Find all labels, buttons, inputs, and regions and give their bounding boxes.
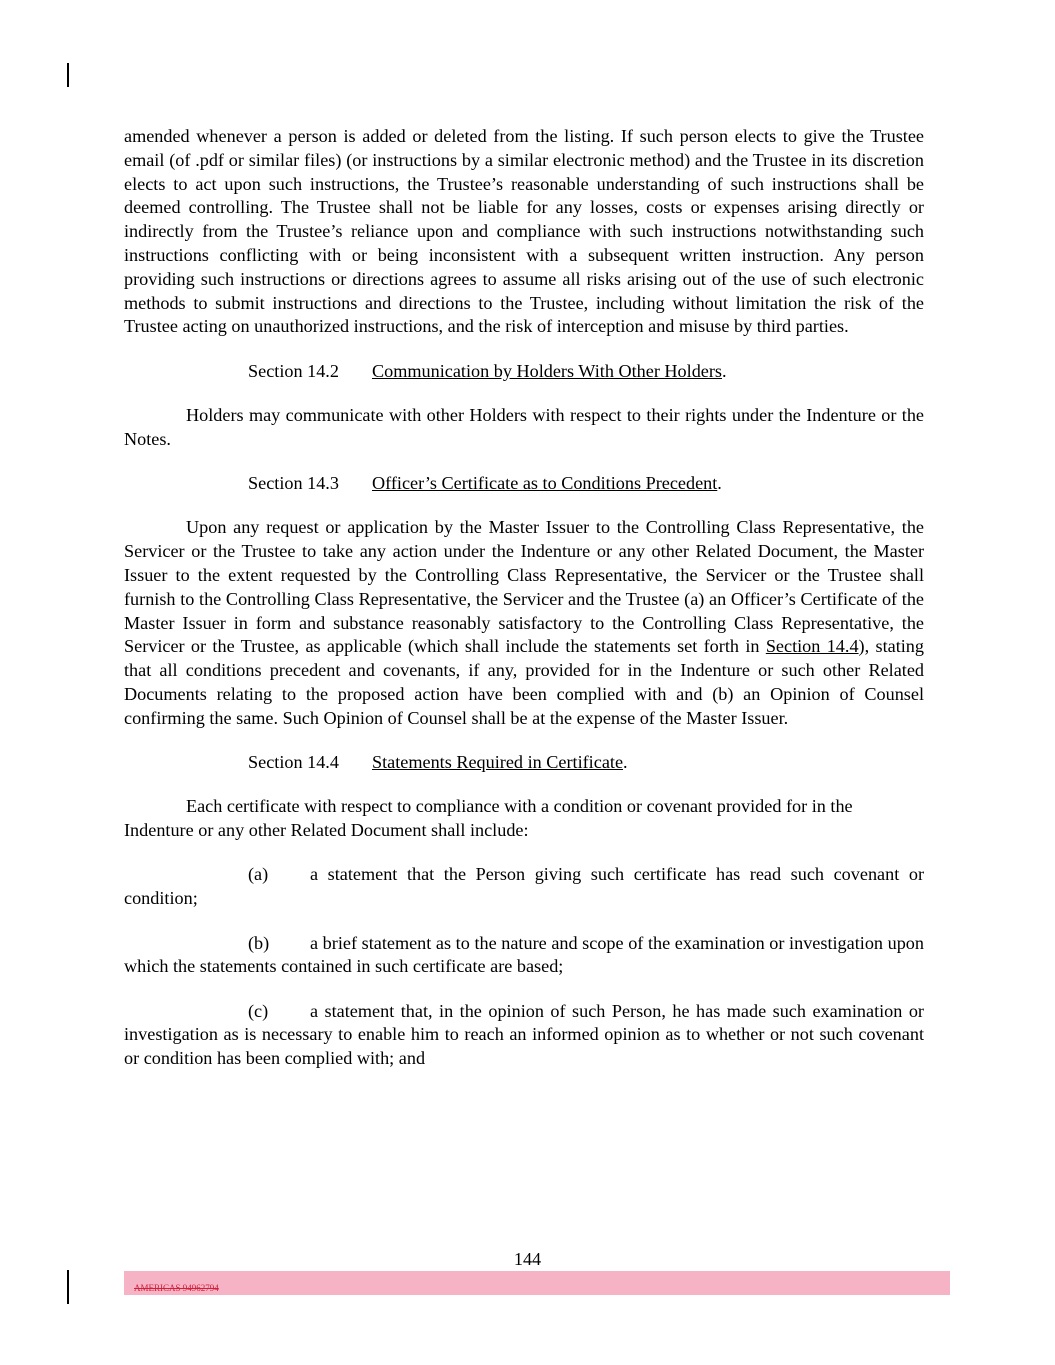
paragraph-continuation: amended whenever a person is added or deleted from the listing. If such person elects to give the Trustee email (of .pdf or similar files) (or instructions by a similar electronic method) and the Trustee in its discretion elects to act upon such instructions, the Trustee’s reasonable understanding of such instructions shall be deemed controlling. The Trustee shall not be liable for any losses, costs or expenses arising directly or indirectly from the Trustee’s reliance upon and compliance with such instructions notwithstanding such instructions conflicting with or being inconsistent with a subsequent written instruction. Any person providing such instructions or directions agrees to assume all risks arising out of the use of such electronic methods to submit instructions and directions to the Trustee, including without limitation the risk of the Trustee acting on unauthorized instructions, and the risk of interception and misuse by third parties.	[124, 126, 924, 337]
section-title: Officer’s Certificate as to Conditions Precedent	[372, 473, 718, 494]
list-item-text: a brief statement as to the nature and scope of the examination or investigation upon which the statements contained in such certificate are based;	[124, 932, 924, 977]
section-14-4-intro: Each certificate with respect to compliance with a condition or covenant provided for in the Indenture or any other Related Document shall include:	[124, 796, 853, 841]
section-14-2-heading: Section 14.2 Communication by Holders With Other Holders.	[124, 360, 924, 384]
section-number: Section 14.3	[248, 473, 339, 494]
document-body	[124, 125, 924, 1092]
list-item	[124, 932, 924, 980]
footer-bar	[124, 1271, 950, 1295]
list-item	[124, 1000, 924, 1071]
section-14-3-body: Upon any request or application by the Master Issuer to the Controlling Class Representative, the Servicer or the Trustee to take any action under the Indenture or any other Related Document, the Master Issuer to the extent requested by the Controlling Class Representative, the Servicer or the Trustee shall furnish to the Controlling Class Representative, the Servicer and the Trustee (a) an Officer’s Certificate of the Master Issuer in form and substance reasonably satisfactory to the Controlling Class Representative, the Servicer or the Trustee, as applicable (which shall include the statements set forth in Section 14.4), stating that all conditions precedent and covenants, if any, provided for in the Indenture or such other Related Documents relating to the proposed action have been complied with and (b) an Opinion of Counsel confirming the same. Such Opinion of Counsel shall be at the expense of the Master Issuer.	[124, 517, 924, 728]
section-number: Section 14.4	[248, 752, 339, 773]
section-14-2-body: Holders may communicate with other Holders with respect to their rights under the Indenture or the Notes.	[124, 404, 924, 449]
list-item-text: a statement that, in the opinion of such Person, he has made such examination or investigation as is necessary to enable him to reach an informed opinion as to whether or not such covenant or condition has been complied with; and	[124, 1000, 924, 1069]
list-item-label: (c)	[248, 1000, 269, 1021]
footer-document-code: AMERICAS 94962794	[134, 1283, 219, 1293]
section-number: Section 14.2	[248, 360, 339, 381]
section-title: Statements Required in Certificate	[372, 752, 624, 773]
section-14-4-heading: Section 14.4 Statements Required in Certificate.	[124, 751, 924, 775]
section-14-4-cross-reference[interactable]: Section 14.4	[765, 636, 859, 657]
list-item-label: (a)	[248, 864, 269, 885]
change-bar-bottom	[67, 1270, 69, 1304]
section-14-3-heading: Section 14.3 Officer’s Certificate as to Conditions Precedent.	[124, 472, 924, 496]
change-bar-top	[67, 63, 69, 87]
page-number: 144	[513, 1249, 542, 1269]
list-item-text: a statement that the Person giving such certificate has read such covenant or condition;	[124, 864, 924, 909]
list-item-label: (b)	[248, 932, 270, 953]
section-title: Communication by Holders With Other Holders	[372, 360, 723, 381]
list-item	[124, 863, 924, 911]
